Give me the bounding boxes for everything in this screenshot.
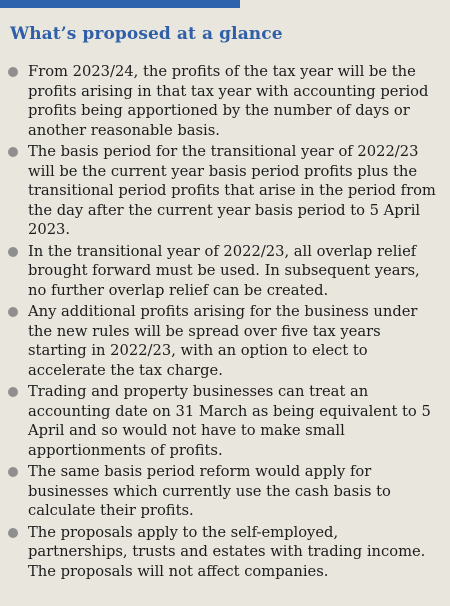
bullet-text: The same basis period reform would apply for businesses which currently use the cash basis to calculate their profits. [28,463,391,519]
bullet-icon [8,528,18,538]
box-title: What’s proposed at a glance [10,24,283,44]
bullet-text: The basis period for the transitional year of 2022/23 will be the current year basis period profits plus the transitional period profits that arise in the period from the day after the current year basis period to 5 April 2023. [28,143,436,238]
bullet-text: The proposals apply to the self-employed, partnerships, trusts and estates with trading income. The proposals will not affect companies. [28,523,426,580]
bullet-item [8,142,440,240]
bullet-item [8,523,440,582]
bullet-item [8,62,440,140]
accent-bar [0,0,240,8]
bullet-text: In the transitional year of 2022/23, all overlap relief brought forward must be used. In subsequent years, no further overlap relief can be created. [28,242,420,299]
bullet-icon [8,147,18,157]
bullet-icon [8,387,18,397]
bullet-icon [8,67,18,77]
bullet-item [8,302,440,380]
bullet-text: From 2023/24, the profits of the tax year will be the profits arising in that tax year with accounting period profits being apportioned by the number of days or another reasonable basis. [28,63,429,139]
bullet-item [8,242,440,301]
bullet-list [8,62,440,583]
bullet-text: Trading and property businesses can treat an accounting date on 31 March as being equivalent to 5 April and so would not have to make small apportionments of profits. [28,383,431,459]
bullet-icon [8,467,18,477]
bullet-item [8,382,440,460]
bullet-icon [8,247,18,257]
bullet-text: Any additional profits arising for the business under the new rules will be spread over five tax years starting in 2022/23, with an option to elect to accelerate the tax charge. [28,303,418,379]
bullet-item [8,462,440,521]
bullet-icon [8,307,18,317]
